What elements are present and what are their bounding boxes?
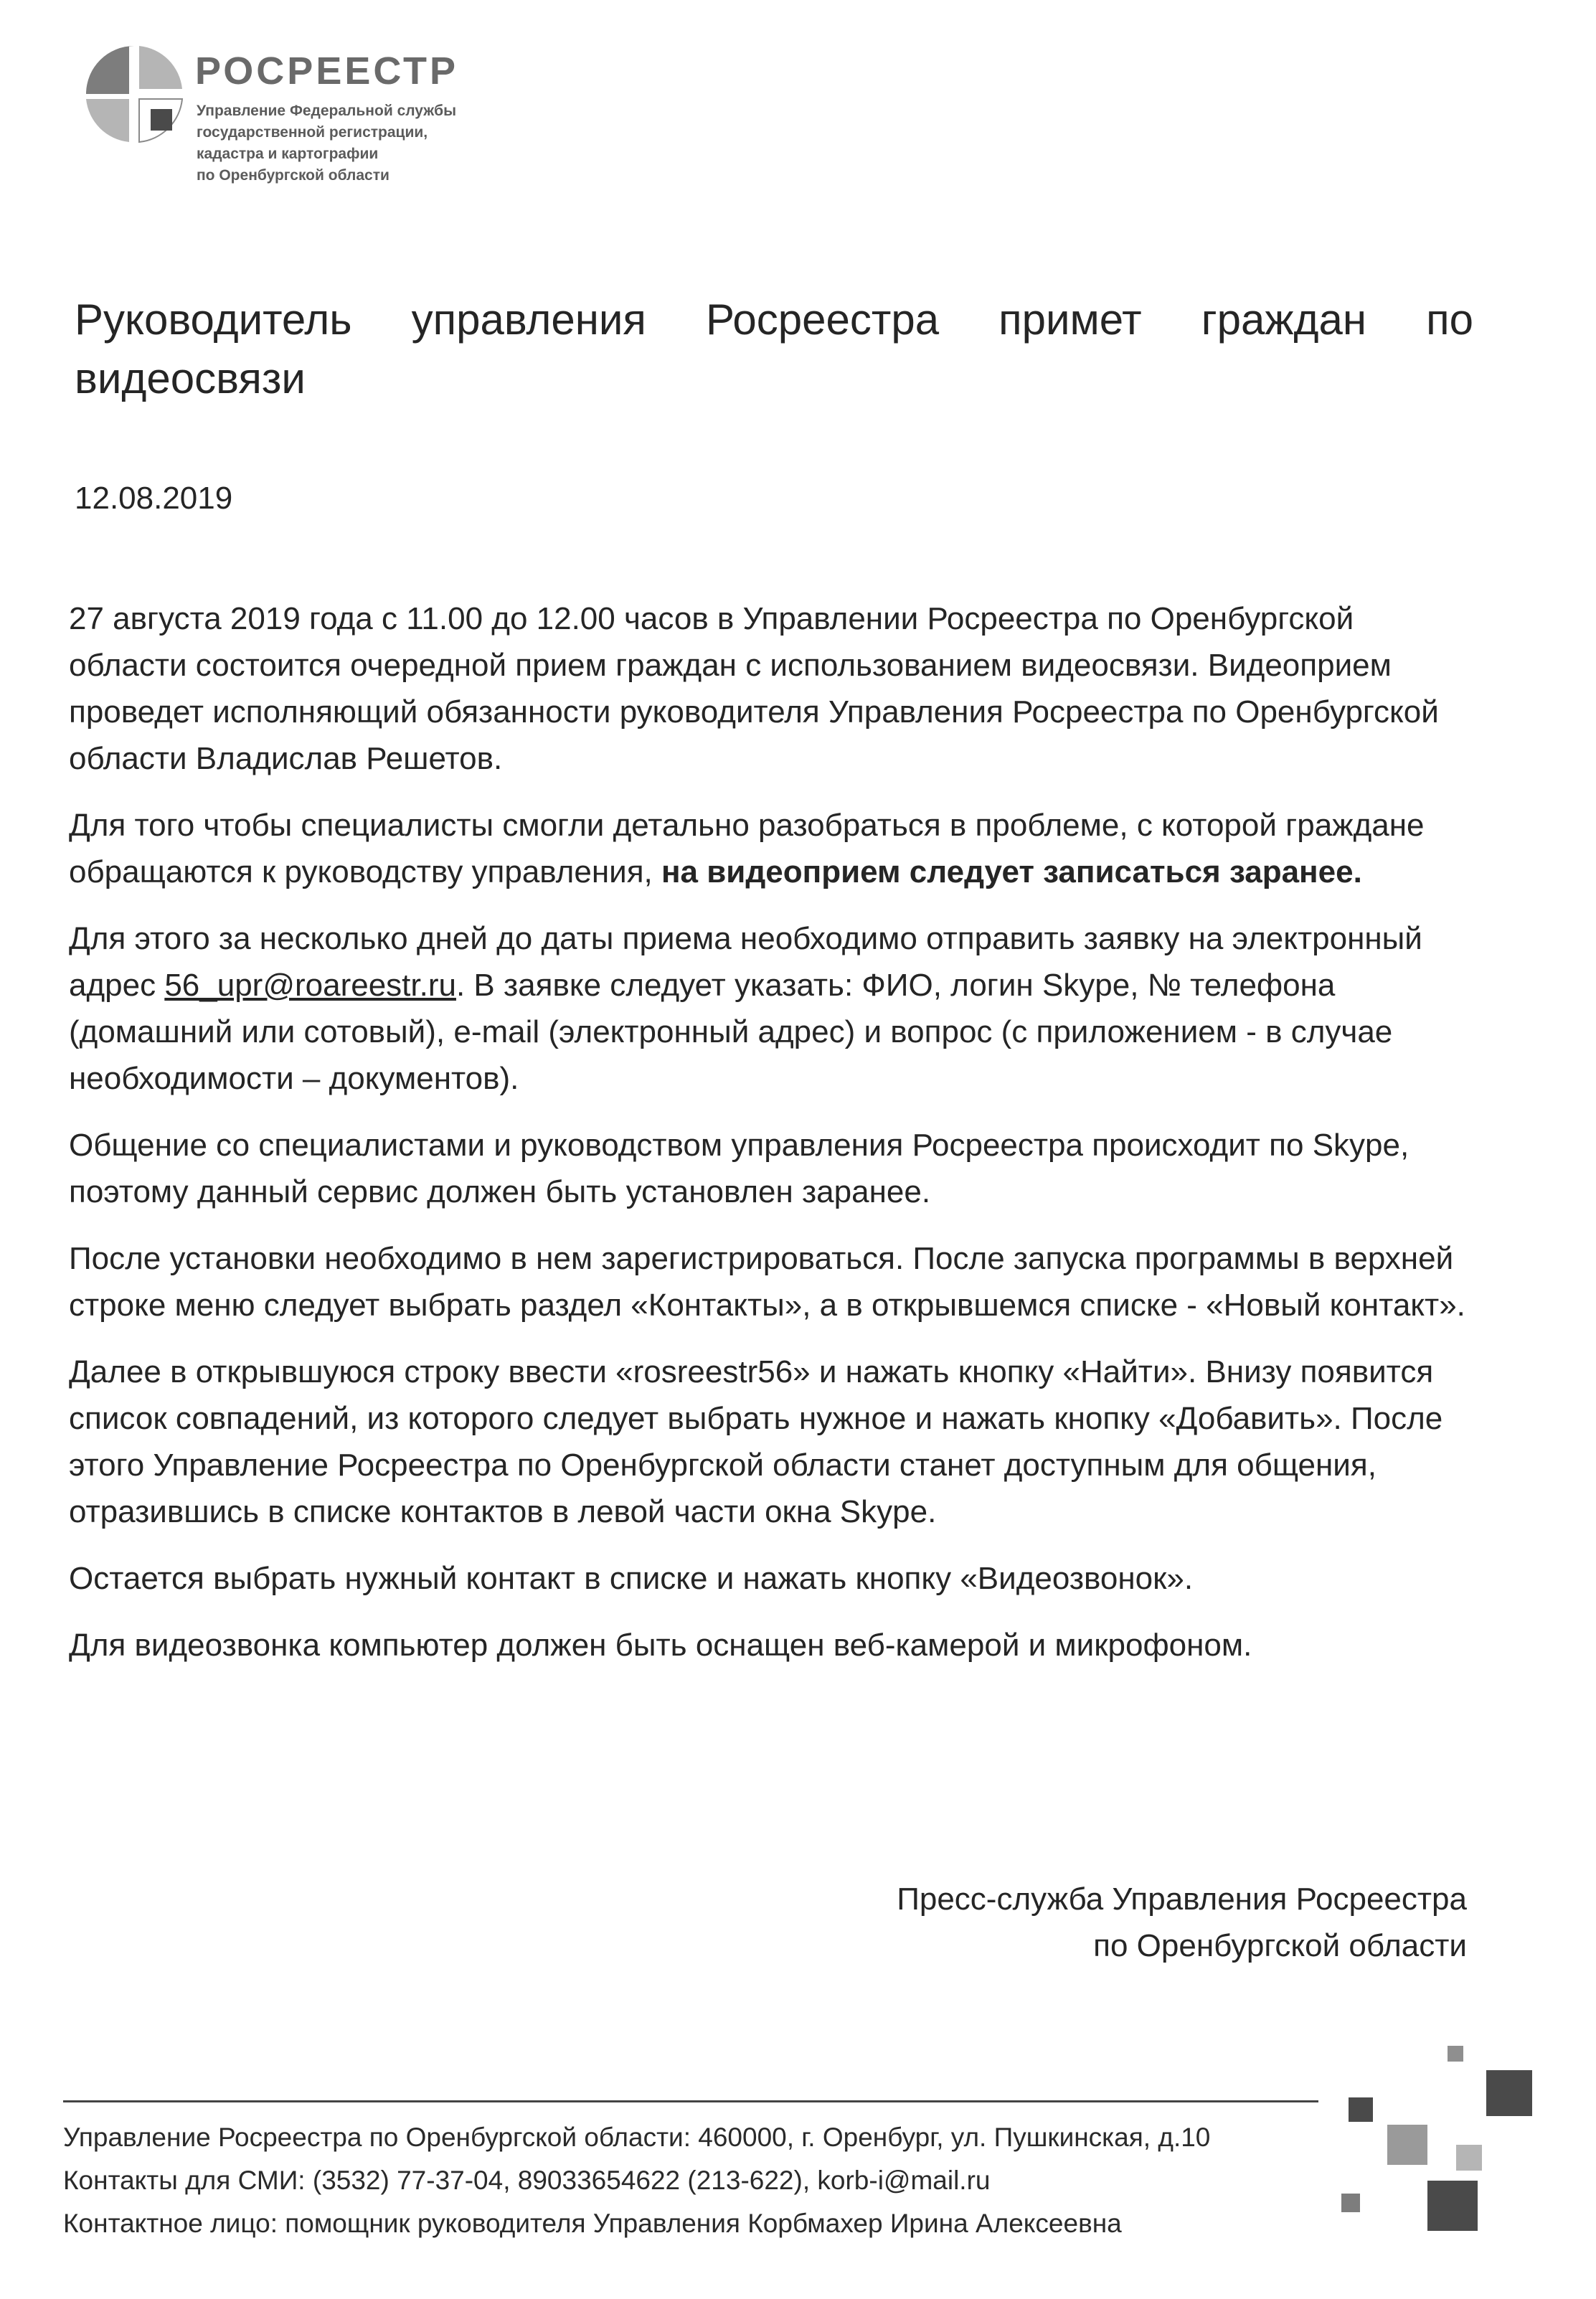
signature — [897, 1876, 1467, 1969]
paragraph: Остается выбрать нужный контакт в списке и нажать кнопку «Видеозвонок». — [69, 1561, 1194, 1596]
logo-name: РОСРЕЕСТР — [195, 49, 459, 93]
logo-sub-line: кадастра и картографии — [197, 146, 379, 162]
signature-line: по Оренбургской области — [1093, 1928, 1467, 1963]
decor-square — [1341, 2194, 1360, 2212]
email-link[interactable]: 56_upr@roareestr.ru — [164, 968, 456, 1003]
publication-date: 12.08.2019 — [75, 481, 233, 516]
paragraph-text: Для того чтобы специалисты смогли детально разобраться в проблеме, с которой граждане обращаются к руководству управления, — [69, 808, 1425, 889]
decor-square — [1486, 2070, 1532, 2116]
decor-square — [1456, 2145, 1482, 2171]
paragraph — [69, 802, 1475, 895]
decor-square — [1427, 2181, 1478, 2231]
paragraph-text: . В заявке следует указать: ФИО, логин Skype, № телефона (домашний или сотовый), e-mail (электронный адрес) и вопрос (с приложением - в случае необходимости – документов). — [69, 968, 1393, 1096]
decor-square — [1349, 2097, 1373, 2122]
footer-media-contacts: Контакты для СМИ: (3532) 77-37-04, 89033654622 (213-622), korb-i@mail.ru — [63, 2166, 991, 2195]
article-body — [69, 595, 1475, 1689]
footer-address: Управление Росреестра по Оренбургской области: 460000, г. Оренбург, ул. Пушкинская, д.10 — [63, 2123, 1211, 2152]
paragraph: Для видеозвонка компьютер должен быть оснащен веб-камерой и микрофоном. — [69, 1628, 1252, 1663]
logo-subtitle — [197, 100, 456, 187]
bold-notice: на видеоприем следует записаться заранее. — [661, 854, 1362, 889]
decor-square — [1387, 2125, 1427, 2165]
paragraph: Общение со специалистами и руководством управления Росреестра происходит по Skype, поэтому данный сервис должен быть установлен заранее. — [69, 1128, 1410, 1209]
paragraph: После установки необходимо в нем зарегистрироваться. После запуска программы в верхней строке меню следует выбрать раздел «Контакты», а в открывшемся списке - «Новый контакт». — [69, 1241, 1465, 1323]
page-title: Руководитель управления Росреестра примет граждан по видеосвязи — [75, 296, 1473, 402]
signature-line: Пресс-служба Управления Росреестра — [897, 1882, 1467, 1917]
paragraph — [69, 915, 1475, 1102]
decor-square — [1448, 2046, 1463, 2062]
footer-divider — [63, 2100, 1318, 2102]
rosreestr-logo — [80, 40, 539, 191]
logo-sub-line: Управление Федеральной службы — [197, 103, 457, 119]
logo-sub-line: по Оренбургской области — [197, 167, 389, 184]
rosreestr-emblem-icon — [80, 40, 188, 148]
paragraph-text: Для этого за несколько дней до даты приема необходимо отправить заявку на электронный адрес — [69, 921, 1422, 1003]
logo-sub-line: государственной регистрации, — [197, 124, 428, 141]
paragraph: 27 августа 2019 года с 11.00 до 12.00 часов в Управлении Росреестра по Оренбургской области состоится очередной прием граждан с использованием видеосвязи. Видеоприем проведет исполняющий обязанности руководителя Управления Росреестра по Оренбургской области Владислав Решетов. — [69, 601, 1439, 776]
footer-contact-person: Контактное лицо: помощник руководителя Управления Корбмахер Ирина Алексеевна — [63, 2209, 1122, 2238]
paragraph: Далее в открывшуюся строку ввести «rosreestr56» и нажать кнопку «Найти». Внизу появится список совпадений, из которого следует выбрать нужное и нажать кнопку «Добавить». После этого Управление Росреестра по Оренбургской области станет доступным для общения, отразившись в списке контактов в левой части окна Skype. — [69, 1354, 1443, 1529]
footer — [63, 2116, 1210, 2245]
